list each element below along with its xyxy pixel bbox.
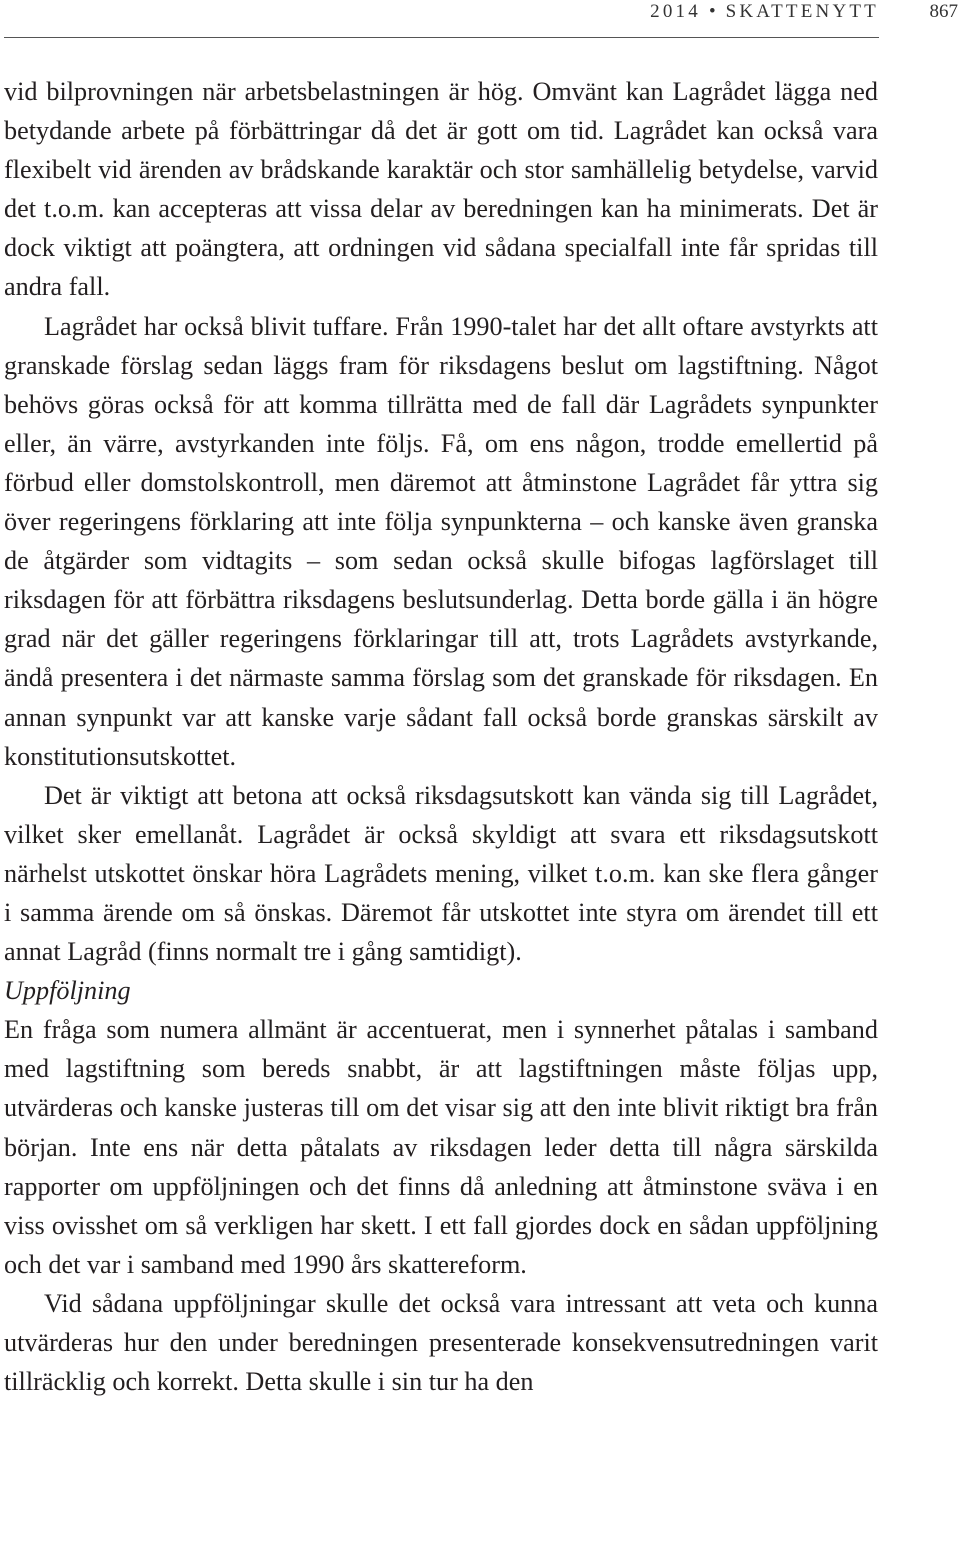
paragraph-4: En fråga som numera allmänt är accentuerat, men i synnerhet påtalas i samband med lagstiftning som bereds snabbt, är att lagstiftningen måste följas upp, utvärderas och kanske justeras till om det visar sig att den inte blivit riktigt bra från början. Inte ens när detta påtalats av riksdagen leder detta till några särskilda rapporter om uppföljningen och det finns då anledning att åtminstone sväva i en viss ovisshet om så verkligen har skett. I ett fall gjordes dock en sådan uppföljning och det var i samband med 1990 års skattereform. — [4, 1015, 878, 1279]
header-year: 2014 — [650, 1, 701, 22]
paragraph-3: Det är viktigt att betona att också riksdagsutskott kan vända sig till Lagrådet, vilket sker emellanåt. Lagrådet är också skyldigt att svara ett riksdagsutskott närhelst utskottet önskar höra Lagrådets mening, vilket t.o.m. kan ske flera gånger i samma ärende om så önskas. Däremot får utskottet inte styra om ärendet till ett annat Lagråd (finns normalt tre i gång samtidigt). — [4, 780, 878, 967]
section-heading: Uppföljning — [4, 976, 131, 1006]
paragraph-2: Lagrådet har också blivit tuffare. Från 1990-talet har det allt oftare avstyrkts att granskade förslag sedan läggs fram för riksdagens beslut om lagstiftning. Något behövs göras också för att komma tillrätta med de fall där Lagrådets synpunkter eller, än värre, avstyrkanden inte följs. Få, om ens någon, trodde emellertid på förbud eller domstolskontroll, men däremot att åtminstone Lagrådet får yttra sig över regeringens förklaring att inte följa synpunkterna – och kanske även granska de åtgärder som vidtagits – som sedan också skulle bifogas lagförslaget till riksdagen för att förbättra riksdagens beslutsunderlag. Detta borde gälla i än högre grad när det gäller regeringens förklaringar till att, trots Lagrådets avstyrkande, ändå presentera i det närmaste samma förslag som det granskade för riksdagen. En annan synpunkt var att kanske varje sådant fall också borde granskas särskilt av konstitutionsutskottet. — [4, 311, 878, 771]
article-body — [4, 72, 878, 1401]
page-number: 867 — [929, 1, 958, 22]
paragraph-1: vid bilprovningen när arbetsbelastningen är hög. Omvänt kan Lagrådet lägga ned betydande arbete på förbättringar då det är gott om tid. Lagrådet kan också vara flexibelt vid ärenden av brådskande karaktär och stor samhällelig betydelse, varvid det t.o.m. kan accepteras att vissa delar av beredningen kan ha minimerats. Det är dock viktigt att poängtera, att ordningen vid sådana specialfall inte får spridas till andra fall. — [4, 77, 878, 302]
running-header — [0, 0, 960, 40]
paragraph-5: Vid sådana uppföljningar skulle det också vara intressant att veta och kunna utvärderas hur den under beredningen presenterade konsekvensutredningen varit tillräcklig och korrekt. Detta skulle i sin tur ha den — [4, 1288, 878, 1397]
journal-header — [650, 0, 879, 24]
header-journal-name: SKATTENYTT — [725, 1, 879, 22]
header-separator: • — [708, 1, 716, 22]
header-divider — [4, 37, 879, 38]
